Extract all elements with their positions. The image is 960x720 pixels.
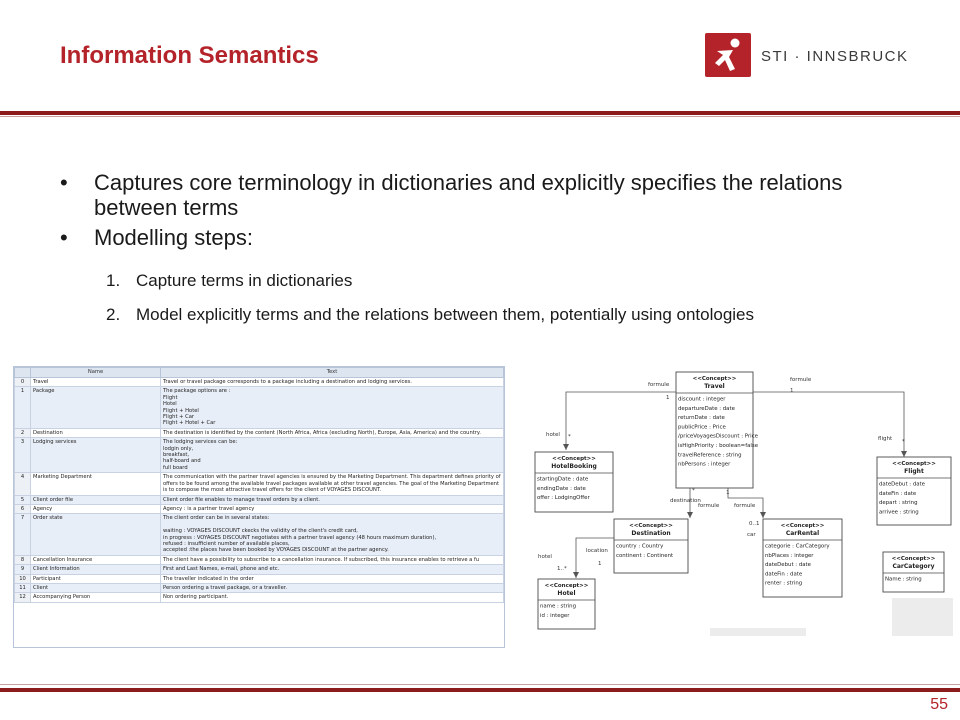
term-text-cell: Client order file enables to manage travel orders by a client.	[161, 495, 504, 504]
term-text-cell: The lodging services can be: lodgin only, breakfast, half-board and full board	[161, 438, 504, 473]
term-name-cell: Marketing Department	[31, 473, 161, 495]
page-number: 55	[930, 696, 948, 713]
bullet-list	[60, 170, 900, 255]
table-row	[15, 504, 504, 513]
class-attribute: travelReference : string	[678, 452, 742, 459]
class-name: Flight	[904, 468, 924, 475]
table-row	[15, 438, 504, 473]
role-label: formule	[790, 377, 812, 383]
term-text-cell: Non ordering participant.	[161, 593, 504, 602]
dictionary-table-body	[15, 378, 504, 603]
class-box-travel	[676, 372, 759, 488]
term-name-cell: Agency	[31, 504, 161, 513]
column-header: Name	[31, 368, 161, 378]
row-index-cell: 8	[15, 555, 31, 564]
step-number: 2.	[106, 305, 121, 324]
class-box-hotel	[538, 579, 595, 629]
table-row	[15, 583, 504, 592]
class-name: Destination	[631, 530, 671, 537]
class-attribute: renter : string	[765, 580, 803, 587]
column-header: Text	[161, 368, 504, 378]
step-text: Model explicitly terms and the relations between them, potentially using ontologies	[136, 305, 755, 324]
logo-text: STI · INNSBRUCK	[761, 48, 909, 65]
term-name-cell: Accompanying Person	[31, 593, 161, 602]
uml-canvas	[532, 366, 953, 636]
table-row	[15, 378, 504, 387]
multiplicity-label: *	[902, 439, 905, 445]
role-label: car	[747, 532, 756, 538]
class-attribute: publicPrice : Price	[678, 424, 726, 431]
role-label: formule	[734, 503, 756, 509]
class-stereotype: <<Concept>>	[544, 583, 589, 589]
class-attribute: categorie : CarCategory	[765, 543, 830, 550]
class-name: HotelBooking	[551, 463, 597, 470]
class-attribute: /priceVoyagesDiscount : Price	[678, 433, 758, 440]
class-name: CarCategory	[892, 563, 935, 570]
row-index-cell: 5	[15, 495, 31, 504]
term-name-cell: Package	[31, 387, 161, 428]
term-text-cell: Person ordering a travel package, or a traveller.	[161, 583, 504, 592]
bullet-item: • Modelling steps:	[60, 225, 900, 250]
dictionary-table	[14, 367, 504, 603]
row-index-cell: 1	[15, 387, 31, 428]
class-attribute: Name : string	[885, 576, 922, 583]
term-name-cell: Lodging services	[31, 438, 161, 473]
class-stereotype: <<Concept>>	[892, 461, 936, 467]
dictionary-table-screenshot	[13, 366, 505, 648]
diagram-margin	[710, 628, 806, 636]
role-label: formule	[698, 503, 720, 509]
table-row	[15, 555, 504, 564]
uml-class-diagram	[532, 366, 953, 636]
class-attribute: isHighPriority : boolean=false	[678, 443, 759, 449]
multiplicity-label: 1	[726, 490, 730, 496]
class-attribute: nbPersons : integer	[678, 461, 731, 468]
class-attribute: dateDebut : date	[879, 481, 925, 488]
bullet-item: • Captures core terminology in dictionaries and explicitly specifies the relations between terms	[60, 170, 900, 220]
table-row	[15, 565, 504, 574]
term-text-cell: Travel or travel package corresponds to a package including a destination and lodging services.	[161, 378, 504, 387]
page-title: Information Semantics	[60, 42, 319, 69]
class-stereotype: <<Concept>>	[552, 456, 596, 462]
row-index-cell: 3	[15, 438, 31, 473]
step-item	[106, 270, 892, 291]
class-attribute: name : string	[540, 603, 577, 610]
table-row	[15, 574, 504, 583]
term-text-cell: The package options are : Flight Hotel Flight + Hotel Flight + Car Flight + Hotel + Car	[161, 387, 504, 428]
class-box-destination	[614, 519, 688, 573]
term-name-cell: Participant	[31, 574, 161, 583]
row-index-cell: 4	[15, 473, 31, 495]
row-index-cell: 6	[15, 504, 31, 513]
class-attribute: nbPlaces : integer	[765, 552, 814, 559]
multiplicity-label: 1..*	[557, 566, 567, 572]
class-attribute: country : Country	[616, 543, 664, 550]
table-row	[15, 473, 504, 495]
footer-rule-thin	[0, 684, 960, 685]
row-index-cell: 11	[15, 583, 31, 592]
term-name-cell: Travel	[31, 378, 161, 387]
class-attribute: dateFin : date	[765, 571, 803, 578]
step-text: Capture terms in dictionaries	[136, 271, 353, 290]
class-box-carcategory	[883, 552, 944, 592]
class-attribute: departureDate : date	[678, 405, 735, 412]
term-text-cell: The destination is identified by the content (North Africa, Africa (excluding North), Europe, Asia, America) and the country.	[161, 428, 504, 437]
table-row	[15, 593, 504, 602]
multiplicity-label: 1	[598, 561, 602, 567]
class-stereotype: <<Concept>>	[629, 523, 673, 529]
row-index-cell: 12	[15, 593, 31, 602]
table-row	[15, 514, 504, 555]
diagram-margin	[892, 598, 953, 636]
role-label: hotel	[538, 554, 552, 560]
class-attribute: endingDate : date	[537, 485, 586, 492]
term-text-cell: The traveller indicated in the order	[161, 574, 504, 583]
class-stereotype: <<Concept>>	[692, 376, 737, 382]
term-text-cell: The client order can be in several states: waiting : VOYAGES DISCOUNT ckecks the validity of the client's credit card, in progress : VOYAGES DISCOUNT negotiates with a partner travel agency (48 hours maximum duration), refused : insufficient number of available places, accepted :the places have been booked by VOYAGES DISCOUNT at the partner agency.	[161, 514, 504, 555]
table-header-row	[15, 368, 504, 378]
sti-logo-mark	[705, 33, 751, 77]
column-header	[15, 368, 31, 378]
steps-list	[106, 270, 892, 338]
term-name-cell: Cancellation Insurance	[31, 555, 161, 564]
role-label: flight	[878, 436, 893, 442]
class-box-hotelbooking	[535, 452, 613, 512]
term-text-cell: First and Last Names, e-mail, phone and etc.	[161, 565, 504, 574]
class-attribute: arrivee : string	[879, 509, 919, 516]
term-name-cell: Order state	[31, 514, 161, 555]
term-text-cell: Agency : is a partner travel agency	[161, 504, 504, 513]
table-row	[15, 428, 504, 437]
class-attribute: startingDate : date	[537, 476, 589, 483]
table-row	[15, 387, 504, 428]
term-name-cell: Destination	[31, 428, 161, 437]
multiplicity-label: 1	[666, 395, 670, 401]
header-rule	[0, 111, 960, 115]
term-text-cell: The communication with the partner travel agencies is ensured by the Marketing Department. This department defines priority of offers to be found among the available travel packages available at other travel agencies. The goal of the Marketing Department is to compose the most attractive travel offers for the client of VOYAGES DISCOUNT.	[161, 473, 504, 495]
sti-innsbruck-logo	[705, 33, 909, 81]
class-attribute: discount : integer	[678, 396, 726, 403]
row-index-cell: 9	[15, 565, 31, 574]
class-attribute: id : integer	[540, 612, 570, 619]
role-label: formule	[648, 382, 670, 388]
class-attribute: dateFin : date	[879, 490, 917, 497]
footer-rule	[0, 688, 960, 692]
row-index-cell: 10	[15, 574, 31, 583]
role-label: hotel	[546, 432, 560, 438]
role-label: location	[586, 548, 608, 554]
class-attribute: depart : string	[879, 500, 918, 507]
row-index-cell: 2	[15, 428, 31, 437]
multiplicity-label: 1	[790, 388, 794, 394]
multiplicity-label: *	[568, 434, 571, 440]
term-name-cell: Client order file	[31, 495, 161, 504]
multiplicity-label: *	[692, 488, 695, 494]
class-stereotype: <<Concept>>	[780, 523, 825, 529]
step-item	[106, 304, 892, 325]
class-box-carrental	[763, 519, 842, 597]
class-name: Hotel	[557, 590, 576, 597]
class-name: CarRental	[785, 530, 820, 537]
multiplicity-label: 0..1	[749, 521, 760, 527]
term-text-cell: The client have a possibility to subscribe to a cancellation insurance. If subscribed, this insurance enables to retrieve a fu	[161, 555, 504, 564]
role-label: destination	[670, 498, 701, 504]
class-attribute: continent : Continent	[616, 552, 674, 559]
class-attribute: returnDate : date	[678, 415, 725, 422]
row-index-cell: 7	[15, 514, 31, 555]
term-name-cell: Client Information	[31, 565, 161, 574]
class-attribute: offer : LodgingOffer	[537, 495, 590, 502]
row-index-cell: 0	[15, 378, 31, 387]
class-attribute: dateDebut : date	[765, 562, 811, 569]
table-row	[15, 495, 504, 504]
class-name: Travel	[704, 383, 725, 390]
class-stereotype: <<Concept>>	[891, 556, 936, 562]
header-rule-thin	[0, 116, 960, 117]
term-name-cell: Client	[31, 583, 161, 592]
step-number: 1.	[106, 271, 121, 290]
class-box-flight	[877, 457, 951, 525]
